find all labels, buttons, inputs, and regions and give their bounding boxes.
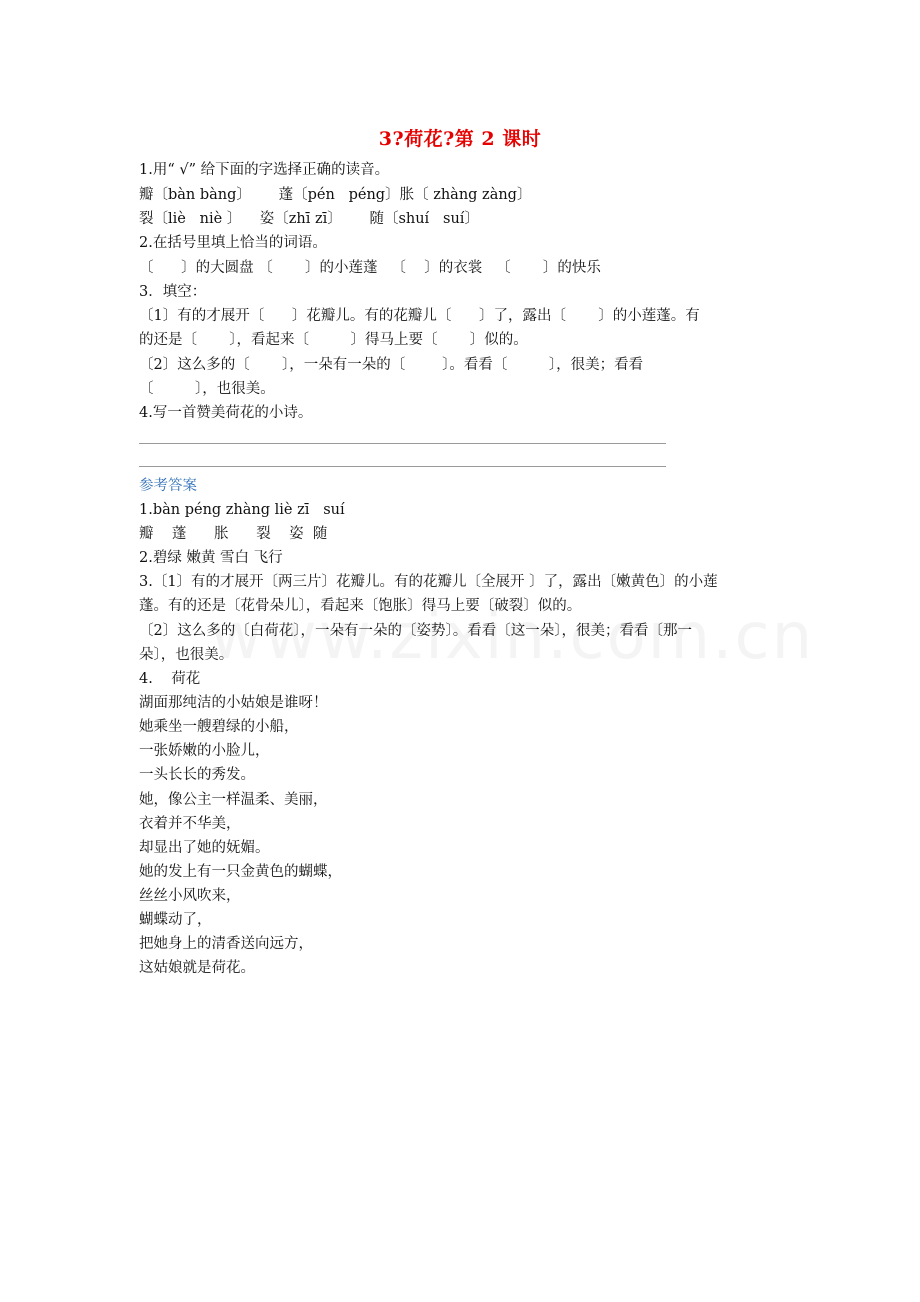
poem-line: 她的发上有一只金黄色的蝴蝶， <box>139 864 342 880</box>
q2-row-1: 〔 〕的大圆盘 〔 〕的小莲蓬 〔 〕的衣裳 〔 〕的快乐 <box>139 260 601 276</box>
q3-line-3: 〔2〕这么多的〔 〕，一朵有一朵的〔 〕。看看〔 〕，很美；看看 <box>139 357 644 373</box>
page-title: 3?荷花?第 2 课时 <box>378 128 542 150</box>
poem-line: 她，像公主一样温柔、美丽， <box>139 792 328 808</box>
q3-line-4: 〔 〕，也很美。 <box>139 381 275 397</box>
poem-line: 蝴蝶动了， <box>139 912 212 928</box>
writing-line-1 <box>139 443 666 444</box>
poem-line: 却显出了她的妩媚。 <box>139 840 270 856</box>
answer-3-line-1: 3.〔1〕有的才展开〔两三片〕花瓣儿。有的花瓣儿〔全展开 〕了，露出〔嫩黄色〕的小莲 <box>139 574 718 590</box>
q1-prompt: 1.用“ √” 给下面的字选择正确的读音。 <box>139 162 390 178</box>
q4-prompt: 4.写一首赞美荷花的小诗。 <box>139 405 313 421</box>
q2-prompt: 2.在括号里填上恰当的词语。 <box>139 235 327 251</box>
poem-line: 她乘坐一艘碧绿的小船， <box>139 719 299 735</box>
q1-row-2: 裂〔liè niè 〕 姿〔zhī zī〕 随〔shuí suí〕 <box>139 211 479 227</box>
answer-1-pinyin: 1.bàn péng zhàng liè zī suí <box>139 502 345 518</box>
q3-prompt: 3．填空： <box>139 284 207 300</box>
answer-3-line-2: 蓬。有的还是〔花骨朵儿〕，看起来〔饱胀〕得马上要〔破裂〕似的。 <box>139 598 582 614</box>
q3-line-1: 〔1〕有的才展开〔 〕花瓣儿。有的花瓣儿〔 〕了，露出〔 〕的小莲蓬。有 <box>139 308 700 324</box>
poem-line: 这姑娘就是荷花。 <box>139 960 255 976</box>
answer-1-chars: 瓣 蓬 胀 裂 姿 随 <box>139 526 328 542</box>
answers-header: 参考答案 <box>139 478 197 494</box>
poem-line: 把她身上的清香送向远方， <box>139 936 313 952</box>
poem-line: 一头长长的秀发。 <box>139 767 255 783</box>
answer-3-line-4: 朵〕，也很美。 <box>139 647 234 663</box>
q3-line-2: 的还是〔 〕，看起来〔 〕得马上要〔 〕似的。 <box>139 332 528 348</box>
poem-line: 丝丝小风吹来， <box>139 888 241 904</box>
poem-line: 湖面那纯洁的小姑娘是谁呀！ <box>139 695 328 711</box>
answer-4-title: 4. 荷花 <box>139 671 201 687</box>
answer-3-line-3: 〔2〕这么多的〔白荷花〕，一朵有一朵的〔姿势〕。看看〔这一朵〕，很美；看看〔那一 <box>139 623 692 639</box>
writing-line-2 <box>139 466 666 467</box>
poem-line: 衣着并不华美， <box>139 816 241 832</box>
q1-row-1: 瓣〔bàn bàng〕 蓬〔pén péng〕胀〔 zhàng zàng〕 <box>139 187 532 203</box>
poem-line: 一张娇嫩的小脸儿， <box>139 743 270 759</box>
answer-2: 2.碧绿 嫩黄 雪白 飞行 <box>139 550 283 566</box>
